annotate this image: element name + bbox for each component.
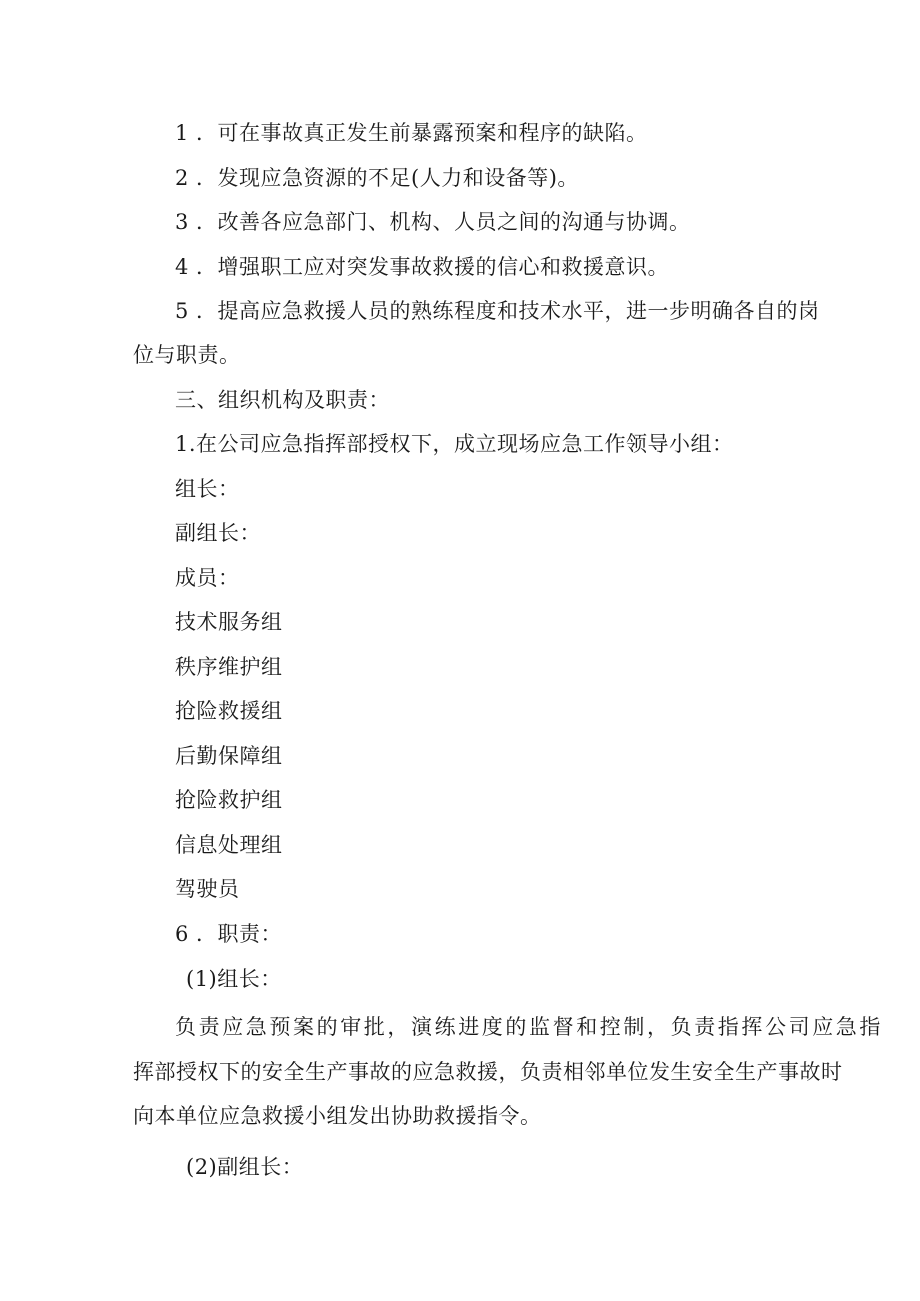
role-order-maintenance: 秩序维护组 (175, 655, 283, 679)
benefit-2: 2 ．发现应急资源的不足(人力和设备等)。 (175, 166, 579, 190)
role-first-aid: 抢险救护组 (175, 788, 283, 812)
item-6: 6 ．职责： (175, 922, 283, 946)
benefit-5-continued: 位与职责。 (133, 343, 241, 367)
role-rescue: 抢险救援组 (175, 699, 283, 723)
benefit-1: 1 ．可在事故真正发生前暴露预案和程序的缺陷。 (175, 121, 648, 145)
role-driver: 驾驶员 (175, 877, 240, 901)
role-information: 信息处理组 (175, 833, 283, 857)
benefit-5: 5 ．提高应急救援人员的熟练程度和技术水平，进一步明确各自的岗 (175, 299, 820, 323)
role-technical-service: 技术服务组 (175, 610, 283, 634)
leader-duties-line-3: 向本单位应急救援小组发出协助救援指令。 (133, 1104, 542, 1128)
leader-duties-line-2: 挥部授权下的安全生产事故的应急救援，负责相邻单位发生安全生产事故时 (133, 1060, 843, 1084)
benefit-4: 4 ．增强职工应对突发事故救援的信心和救援意识。 (175, 255, 670, 279)
leader-heading: (1)组长： (186, 967, 282, 991)
role-members: 成员： (175, 566, 240, 590)
benefit-3: 3 ．改善各应急部门、机构、人员之间的沟通与协调。 (175, 210, 691, 234)
item-1: 1.在公司应急指挥部授权下，成立现场应急工作领导小组： (175, 432, 734, 456)
role-deputy-leader: 副组长： (175, 521, 261, 545)
role-leader: 组长： (175, 477, 240, 501)
section-heading: 三、组织机构及职责： (175, 388, 390, 412)
role-logistics: 后勤保障组 (175, 744, 283, 768)
deputy-heading: (2)副组长： (186, 1155, 304, 1179)
leader-duties-line-1: 负责应急预案的审批，演练进度的监督和控制，负责指挥公司应急指 (175, 1015, 883, 1039)
